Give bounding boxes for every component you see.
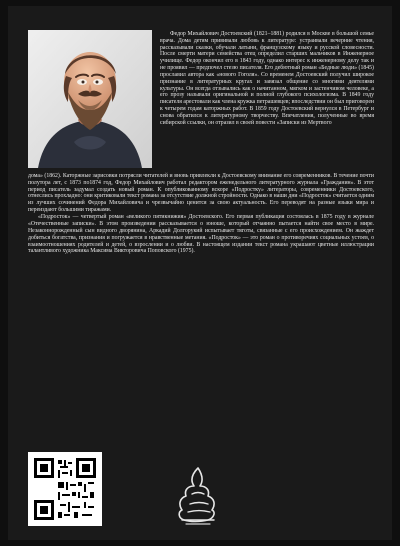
author-portrait-icon <box>28 30 152 168</box>
book-back-cover <box>8 6 392 540</box>
book-annotation-full-width <box>28 173 374 255</box>
annotation-paragraph-2: «Подросток» — четвертый роман «великого пятикнижия» Достоевского. Его первая публикация состоялась в 1875 году в журнале «Отечественные записки». В этом произведении рассказывается о юноше, который отчаянно пытается найти свое место в мире. Незаконнорожденный сын видного дворянина, Аркадий Долгорукий испытывает тяготы, связанные с его происхождением. Он жаждет добиться богатства, признания и погружается в нравственные метания. «Подросток» — это роман о противоречиях социальных устоев, о взаимоотношениях родителей и детей, о взрослении и о любви. В настоящем издании текст романа украшают цветные иллюстрации талантливого художника Максима Викторовича Поповского (1975). <box>28 214 374 255</box>
book-annotation-right-column <box>160 31 374 127</box>
qr-code <box>28 452 102 526</box>
publisher-logo <box>170 464 226 526</box>
annotation-paragraph-1-part-2: дома» (1862). Каторжные зарисовки потрясли читателей и вновь привлекли к Достоевскому внимание его современников. В течение почти полутора лет, с 1873 по1874 год, Федор Михайлович работал редактором еженедельного литературного журнала «Гражданин». В этот период писатель задумал создать новый роман. К опубликованному вскоре «Подростку» литераторы, современники Достоевского, отнеслись прохладно: они критиковали текст романа за отсутствие должной стройности. Однако в наши дни «Подросток» считается одним из лучших сочинений Федора Михайловича и чрезвычайно ценится за свою актуальность. Его переводят на разные языки мира и переиздают большими тиражами. <box>28 173 374 214</box>
qr-code-icon <box>28 452 102 526</box>
publisher-logo-icon <box>170 464 226 526</box>
author-portrait-image <box>28 30 152 168</box>
annotation-paragraph-1-part-1: Федор Михайлович Достоевский (1821–1881) родился в Москве в большой семье врача. Дома детям прививали любовь к литературе: устраивали вечерние чтения, рассказывали сказки, обучали латыни, французскому языку и русской словесности. После смерти матери семейства отец определил старших мальчиков в Инженерное училище. Федор окончил его в 1843 году, однако интерес к инженерному делу так и не проявил — предпочел стезю писателя. Его дебютный роман «Бедные люди» (1845) прославил автора как «нового Гоголя». Со временем Достоевский получил широкое признание в литературных кругах и завязал общение со многими деятелями культуры. Он всегда отзывались как о начитанном, мягком и застенчивом человеке, а его прозу называли оригинальной и полной глубокого психологизма. В 1849 году писателя арестовали как члена кружка петрашевцев; впоследствии он был приговорен к четырем годам каторжных работ. В 1859 году Достоевский вернулся в Петербург и снова обратился к литературному творчеству. Впечатления, полученные во время сибирской ссылки, он отразил в своей повести «Записки из Мертвого <box>160 31 374 126</box>
